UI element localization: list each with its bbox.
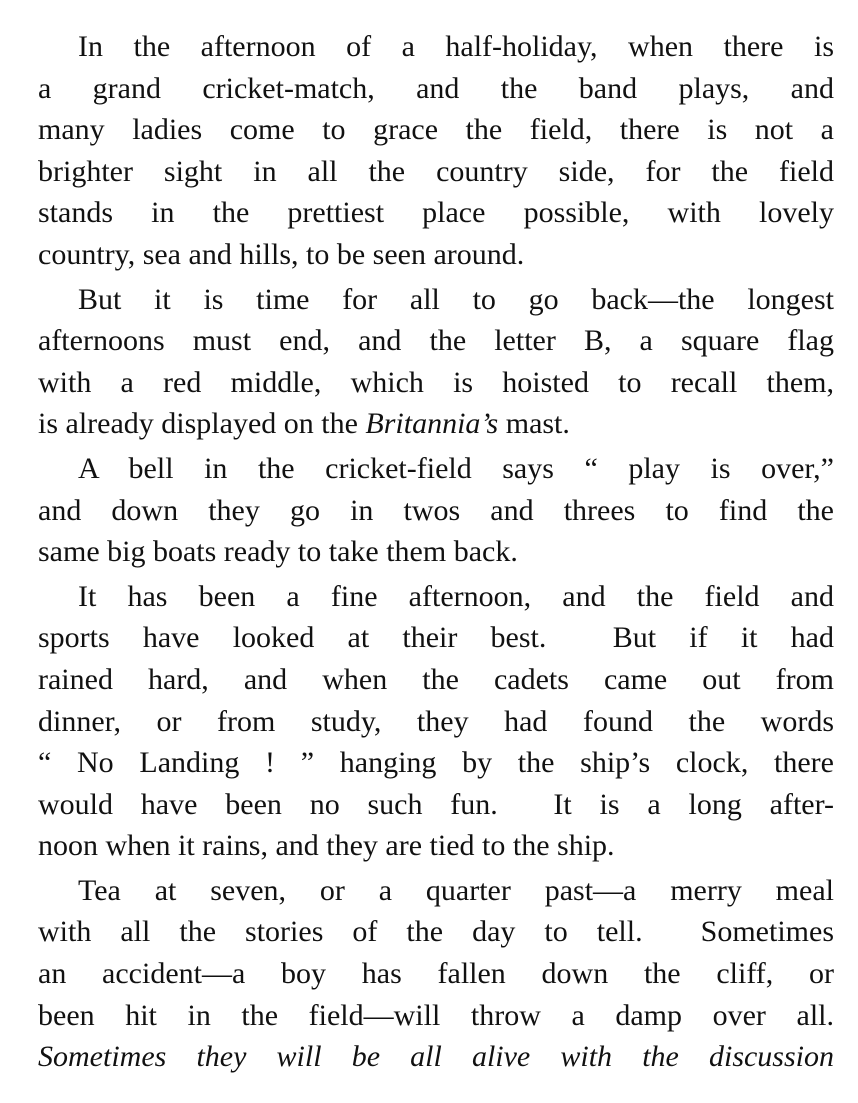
paragraph-fine-afternoon [38, 576, 834, 867]
text-line: country, sea and hills, to be seen around. [38, 237, 525, 271]
text-line: A bell in the cricket-field says “ play is over,” [78, 451, 834, 485]
text-line: afternoons must end, and the letter B, a square flag [38, 324, 834, 358]
text-line: It has been a fine afternoon, and the field and [78, 579, 834, 613]
text-line: brighter sight in all the country side, for the field [38, 154, 834, 188]
text-line: with a red middle, which is hoisted to recall them, [38, 365, 834, 399]
text-line: would have been no such fun. It is a long after- [38, 787, 834, 821]
text-line: been hit in the field—will throw a damp over all. [38, 998, 834, 1032]
text-line: Sometimes they will be all alive with the discussion [38, 1040, 834, 1074]
text-line: many ladies come to grace the field, there is not a [38, 113, 834, 147]
text-line: In the afternoon of a half-holiday, when there is [78, 30, 834, 63]
text-line: dinner, or from study, they had found the words [38, 704, 834, 738]
text-line: with all the stories of the day to tell. Sometimes [38, 915, 834, 949]
ship-name: Britannia’s [365, 407, 499, 441]
text-line: an accident—a boy has fallen down the cliff, or [38, 957, 834, 991]
text-line: noon when it rains, and they are tied to the ship. [38, 829, 615, 863]
text-line: a grand cricket-match, and the band plays, and [38, 71, 834, 105]
text-line: Tea at seven, or a quarter past—a merry meal [78, 873, 834, 907]
text-line: sports have looked at their best. But if it had [38, 621, 834, 655]
text-line: stands in the prettiest place possible, with lovely [38, 196, 834, 230]
book-page [38, 26, 834, 1081]
paragraph-tea [38, 870, 834, 1078]
text-line: “ No Landing ! ” hanging by the ship’s clock, there [38, 746, 834, 780]
text-line: But it is time for all to go back—the longest [78, 282, 834, 316]
paragraph-bell [38, 448, 834, 573]
text-line: rained hard, and when the cadets came out from [38, 662, 834, 696]
paragraph-afternoon [38, 26, 834, 276]
text-line: and down they go in twos and threes to find the [38, 493, 834, 527]
text-line: is already displayed on the Britannia’s mast. [38, 407, 570, 441]
paragraph-going-back [38, 279, 834, 445]
text-line: same big boats ready to take them back. [38, 535, 518, 569]
